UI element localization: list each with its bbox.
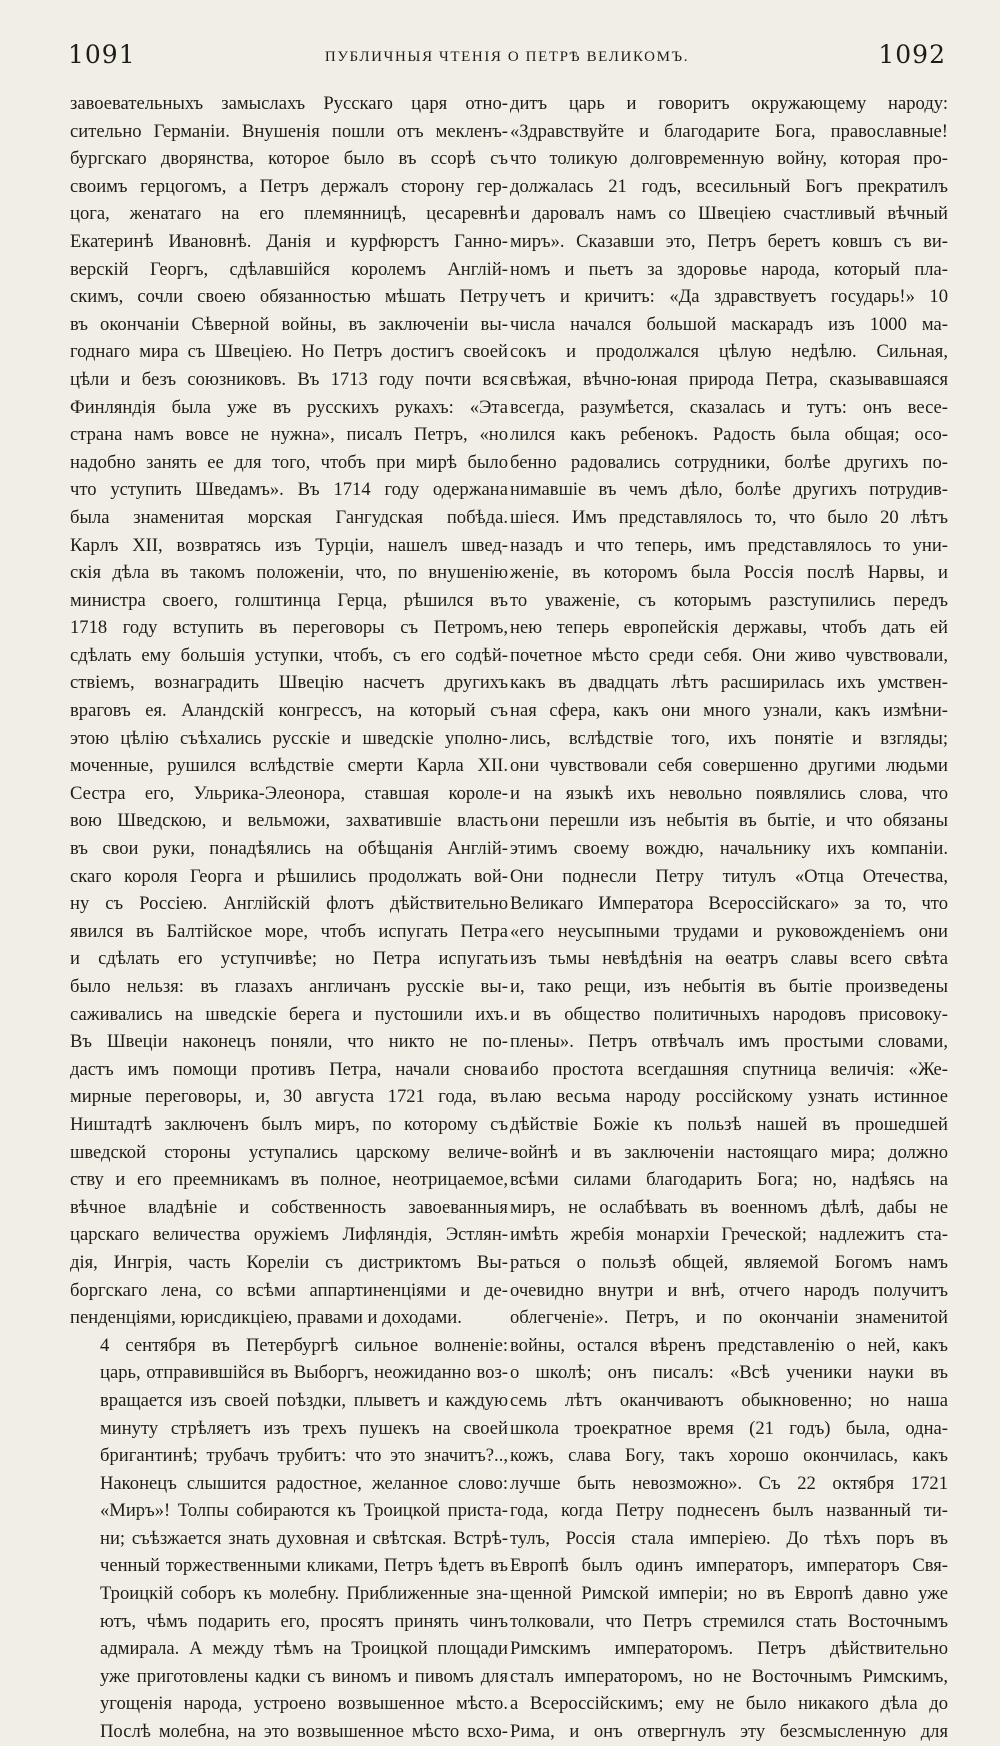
text-line: Финляндія была уже въ русскихъ рукахъ: «Эта [70,396,508,418]
text-line: и даровалъ намъ со Швеціею счастливый вѣчный [510,203,948,225]
text-line: было нельзя: въ глазахъ англичанъ русскіе вы- [70,976,508,997]
text-line: дастъ имъ помощи противъ Петра, начали снова [70,1058,508,1080]
text-line: Карлъ XII, возвратясь изъ Турціи, нашелъ швед- [70,534,508,556]
text-line: бригантинѣ; трубачъ трубитъ: что это значитъ?.., [100,1445,508,1467]
text-line: «Здравствуйте и благодарите Бога, православные! [510,120,948,142]
text-line: годнаго мира съ Швеціею. Но Петръ достигъ своей [70,341,508,363]
text-line: дія, Ингрія, часть Кореліи съ дистриктомъ Вы- [70,1251,508,1273]
text-line: вою Шведскою, и вельможи, захватившіе власть [70,810,508,832]
page-number-left: 1091 [68,40,136,69]
text-line: ству и его преемникамъ въ полное, неотрицаемое, [70,1169,508,1191]
text-line: «Миръ»! Толпы собираются къ Троицкой приста- [100,1500,508,1522]
running-title: ПУБЛИЧНЫЯ ЧТЕНІЯ О ПЕТРѢ ВЕЛИКОМЪ. [324,49,690,65]
text-line: уже приготовлены кадки съ виномъ и пивомъ для [100,1665,508,1687]
text-line: цѣли и безъ союзниковъ. Въ 1713 году почти вся [70,368,508,390]
text-line: 1718 году вступить въ переговоры съ Петромъ, [70,617,508,639]
text-line: «его неусыпными трудами и руковожденіемъ они [510,920,948,942]
text-line: раться о пользѣ общей, являемой Богомъ намъ [510,1251,948,1273]
text-line: лучше быть невозможно». Съ 22 октября 1721 [510,1472,948,1494]
left-column [70,90,508,1746]
text-line: этимъ своему вождю, начальнику ихъ компаніи. [510,838,948,860]
text-line: лаю весьма народу россійскому узнать истинное [510,1086,948,1108]
text-line: Въ Швеціи наконецъ поняли, что никто не по- [70,1031,508,1053]
page-header [68,40,946,80]
text-line: что толикую долговременную войну, которая про- [510,148,948,170]
text-line: Екатеринѣ Ивановнѣ. Данія и курфюрстъ Ганно- [70,230,508,252]
text-line: боргскаго лена, со всѣми аппартиненціями и де- [70,1279,508,1301]
text-line: вѣчное владѣніе и собственность завоеванныя [70,1196,508,1218]
text-line: четъ и кричитъ: «Да здравствуетъ государь!» 10 [510,286,948,308]
text-line: всѣми силами благодарить Бога; но, надѣясь на [510,1169,948,1191]
text-line: ченный торжественными кликами, Петръ ѣдетъ въ [100,1555,508,1577]
text-line: сокъ и продолжался цѣлую недѣлю. Сильная, [510,341,948,363]
text-line: 4 сентября въ Петербургѣ сильное волненіе: [100,1334,508,1356]
text-line: была знаменитая морская Гангудская побѣда. [70,506,508,528]
text-line: лился какъ ребенокъ. Радость была общая; осо- [510,424,948,446]
text-line: облегченіе». Петръ, и по окончаніи знаменитой [510,1307,948,1329]
text-line: ни; съѣзжается знать духовная и свѣтская. Встрѣ- [100,1527,508,1549]
text-line: моченные, рушился вслѣдствіе смерти Карла XII. [70,755,508,777]
text-line: этою цѣлію съѣхались русскіе и шведскіе уполно- [70,727,508,749]
text-line: тулъ, Россія стала имперіею. До тѣхъ поръ въ [510,1527,948,1549]
text-line: Они поднесли Петру титулъ «Отца Отечества, [510,865,948,887]
text-line: свѣжая, вѣчно-юная природа Петра, сказывавшаяся [510,368,948,390]
text-line: миръ, не ослабѣвать въ военномъ дѣлѣ, дабы не [510,1196,948,1218]
right-column [510,90,948,1746]
text-line: женіе, въ которомъ была Россія послѣ Нарвы, и [510,562,948,584]
paragraph [70,1332,508,1746]
paragraph [70,90,508,1332]
text-line: семь лѣтъ оканчиваютъ обыкновенно; но наша [510,1389,948,1411]
text-line: войнѣ и въ заключеніи настоящаго мира; должно [510,1141,948,1163]
text-line: дѣйствіе Божіе къ пользѣ нашей въ прошедшей [510,1113,948,1135]
text-line: а Всероссійскимъ; ему не было никакого дѣла до [510,1693,948,1715]
text-line: и, тако рещи, изъ небытія въ бытіе произведены [510,976,948,997]
text-line: всегда, разумѣется, сказалась и тутъ: онъ весе- [510,396,948,418]
text-line: должалась 21 годъ, всесильный Богъ прекратилъ [510,175,948,197]
text-line: и сдѣлать его уступчивѣе; но Петра испугать [70,948,508,970]
text-line: Сестра его, Ульрика-Элеонора, ставшая короле- [70,782,508,804]
text-line: школа троекратное время (21 годъ) была, одна- [510,1417,948,1439]
text-line: адмирала. А между тѣмъ на Троицкой площади [100,1638,508,1660]
text-line: кожъ, слава Богу, такъ хорошо окончилась, какъ [510,1445,948,1467]
text-line: мирные переговоры, и, 30 августа 1721 года, въ [70,1086,508,1108]
text-line: царь, отправившійся въ Выборгъ, неожиданно воз- [100,1362,508,1384]
text-line: изъ тьмы невѣдѣнія на ѳеатръ славы всего свѣта [510,948,948,970]
text-line: они перешли изъ небытія въ бытіе, и что обязаны [510,810,948,832]
text-line: ствіемъ, вознаградить Швецію насчетъ другихъ [70,672,508,694]
text-line: страна намъ вовсе не нужна», писалъ Петръ, «но [70,424,508,446]
text-line: номъ и пьетъ за здоровье народа, который пла- [510,258,948,280]
text-line: надобно занять ее для того, чтобъ при мирѣ было [70,451,508,473]
text-line: и на языкѣ ихъ невольно появлялись слова, что [510,782,948,804]
text-line: миръ». Сказавши это, Петръ беретъ ковшъ съ ви- [510,230,948,252]
text-line: войны, остался вѣренъ представленію о ней, какъ [510,1334,948,1356]
text-line: угощенія народа, устроено возвышенное мѣсто. [100,1693,508,1715]
text-line: дитъ царь и говоритъ окружающему народу: [510,93,948,114]
text-line: плены». Петръ отвѣчалъ имъ простыми словами, [510,1031,948,1053]
text-line: ибо простота всегдашняя спутница величія: «Же- [510,1058,948,1080]
text-line: минуту стрѣляетъ изъ трехъ пушекъ на своей [100,1417,508,1439]
text-line: явился въ Балтійское море, чтобъ испугать Петра [70,920,508,942]
text-line: своимъ герцогомъ, а Петръ держалъ сторону гер- [70,175,508,197]
text-line: бургскаго дворянства, которое было въ ссорѣ съ [70,148,508,170]
text-line: Рима, и онъ отвергнулъ эту безсмысленную для [510,1721,948,1743]
text-line: щенной Римской имперіи; но въ Европѣ давно уже [510,1583,948,1605]
text-line: верскій Георгъ, сдѣлавшійся королемъ Англій- [70,258,508,280]
text-line: завоевательныхъ замыслахъ Русскаго царя отно- [70,93,508,114]
text-line: Троицкій соборъ къ молебну. Приближенные зна- [100,1583,508,1605]
text-line: сительно Германіи. Внушенія пошли отъ мекленъ- [70,120,508,142]
text-line: какъ въ двадцать лѣтъ расширилась ихъ умствен- [510,672,948,694]
text-line: шведской стороны уступались царскому величе- [70,1141,508,1163]
text-line: скимъ, сочли своею обязанностью мѣшать Петру [70,286,508,308]
text-line: цога, женатаго на его племянницѣ, цесаревнѣ [70,203,508,225]
text-line: саживались на шведскіе берега и пустошили ихъ. [70,1003,508,1025]
text-line: они чувствовали себя совершенно другими людьми [510,755,948,777]
text-line: ная сфера, какъ они много узнали, какъ измѣни- [510,700,948,722]
text-line: сдѣлать ему большія уступки, чтобъ, съ его содѣй- [70,644,508,666]
text-line: пенденціями, юрисдикціею, правами и доходами. [70,1307,462,1329]
text-line: нею теперь европейскія державы, чтобъ дать ей [510,617,948,639]
text-line: имѣть жребія монархіи Греческой; надлежитъ ста- [510,1224,948,1246]
text-line: враговъ ея. Аландскій конгрессъ, на который съ [70,700,508,722]
text-line: Европѣ былъ одинъ императоръ, императоръ Свя- [510,1555,948,1577]
text-line: Наконецъ слышится радостное, желанное слово: [100,1472,508,1494]
text-line: скія дѣла въ такомъ положеніи, что, по внушенію [70,562,508,584]
text-line: Послѣ молебна, на это возвышенное мѣсто всхо- [100,1721,508,1743]
text-line: года, когда Петру поднесенъ былъ названный ти- [510,1500,948,1522]
text-line: толковали, что Петръ стремился стать Восточнымъ [510,1610,948,1632]
text-line: что уступить Шведамъ». Въ 1714 году одержана [70,479,508,501]
text-line: Римскимъ императоромъ. Петръ дѣйствительно [510,1638,948,1660]
text-line: скаго короля Георга и рѣшились продолжать вой- [70,865,508,887]
text-line: нимавшіе въ чемъ дѣло, болѣе другихъ потрудив- [510,479,948,501]
text-line: назадъ и что теперь, имъ представлялось то уни- [510,534,948,556]
text-line: то уваженіе, съ которымъ разступились передъ [510,589,948,611]
text-line: числа начался большой маскарадъ изъ 1000 ма- [510,313,948,335]
text-line: почетное мѣсто среди себя. Они живо чувствовали, [510,644,948,666]
text-line: въ свои руки, понадѣялись на обѣщанія Англій- [70,838,508,860]
page-number-right: 1092 [878,40,946,69]
text-line: вращается изъ своей поѣздки, плыветъ и каждую [100,1389,508,1411]
text-line: бенно радовались сотрудники, болѣе другихъ по- [510,451,948,473]
text-line: лись, вслѣдствіе того, ихъ понятіе и взгляды; [510,727,948,749]
text-line: министра своего, голштинца Герца, рѣшился въ [70,589,508,611]
paragraph [510,90,948,1746]
text-line: царскаго величества оружіемъ Лифляндія, Эстлян- [70,1224,508,1246]
text-line: ну съ Россіею. Англійскій флотъ дѣйствительно [70,893,508,915]
text-line: сталъ императоромъ, но не Восточнымъ Римскимъ, [510,1665,948,1687]
text-line: очевидно внутри и внѣ, отчего народъ получитъ [510,1279,948,1301]
text-line: въ окончаніи Сѣверной войны, въ заключеніи вы- [70,313,508,335]
text-line: и въ общество политичныхъ народовъ присовоку- [510,1003,948,1025]
text-line: Ништадтѣ заключенъ былъ миръ, по которому съ [70,1113,508,1135]
text-line: шіеся. Имъ представлялось то, что было 20 лѣтъ [510,506,948,528]
text-line: о школѣ; онъ писалъ: «Всѣ ученики науки въ [510,1362,948,1384]
text-line: ютъ, чѣмъ подарить его, просятъ принять чинъ [100,1610,508,1632]
text-line: Великаго Императора Всероссійскаго» за то, что [510,893,948,915]
